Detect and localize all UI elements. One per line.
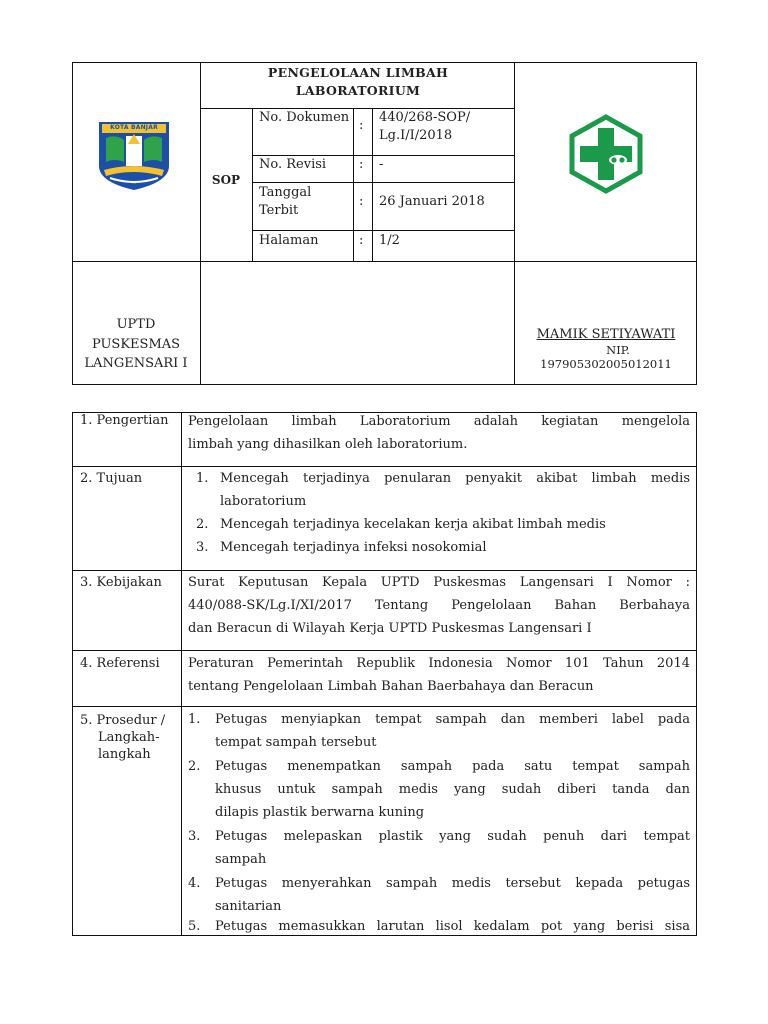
prosedur-item-text: Petugas menyiapkan tempat sampah dan memberi label pada bbox=[215, 712, 690, 727]
document-title: PENGELOLAAN LIMBAH LABORATORIUM bbox=[267, 65, 449, 99]
page-label: Halaman bbox=[259, 233, 319, 248]
tujuan-item-number: 3. bbox=[196, 540, 209, 555]
section-label-referensi: 4. Referensi bbox=[80, 656, 160, 671]
prosedur-item-text: khusus untuk sampah medis yang sudah diberi tanda dan bbox=[215, 782, 690, 797]
tujuan-item-number: 1. bbox=[196, 471, 209, 486]
referensi-line-1: Peraturan Pemerintah Republik Indonesia Nomor 101 Tahun 2014 bbox=[188, 656, 690, 671]
kebijakan-line-3: dan Beracun di Wilayah Kerja UPTD Puskesmas Langensari I bbox=[188, 621, 592, 636]
institution-name: UPTD PUSKESMAS LANGENSARI I bbox=[84, 317, 188, 371]
prosedur-item bbox=[188, 872, 690, 918]
prosedur-item-text: tempat sampah tersebut bbox=[215, 735, 377, 750]
kebijakan-line-2: 440/088-SK/Lg.I/XI/2017 Tentang Pengelolaan Bahan Berbahaya bbox=[188, 598, 690, 613]
crest-bottom-text: ... bbox=[131, 180, 137, 186]
prosedur-item bbox=[188, 708, 690, 754]
tujuan-item-text: laboratorium bbox=[220, 494, 307, 509]
revision-colon: : bbox=[359, 157, 364, 172]
prosedur-item bbox=[188, 915, 690, 938]
prosedur-item-text: Petugas memasukkan larutan lisol kedalam pot yang berisi sisa bbox=[215, 919, 690, 934]
section-label-pengertian: 1. Pengertian bbox=[80, 413, 169, 428]
crest-top-text: KOTA BANJAR bbox=[110, 124, 158, 131]
tujuan-item-number: 2. bbox=[196, 517, 209, 532]
prosedur-item-number: 4. bbox=[188, 876, 201, 891]
prosedur-item-number: 5. bbox=[188, 919, 201, 934]
section-label-tujuan: 2. Tujuan bbox=[80, 471, 143, 486]
prosedur-item bbox=[188, 755, 690, 824]
doc-number-value: 440/268-SOP/ Lg.I/I/2018 bbox=[379, 110, 471, 143]
prosedur-item-text: Petugas melepaskan plastik yang sudah penuh dari tempat bbox=[215, 829, 690, 844]
issue-date-colon: : bbox=[359, 194, 364, 209]
section-label-kebijakan: 3. Kebijakan bbox=[80, 575, 162, 590]
doc-number-label: No. Dokumen bbox=[259, 110, 350, 125]
doc-number-colon: : bbox=[359, 118, 364, 133]
prosedur-item-number: 3. bbox=[188, 829, 201, 844]
prosedur-item-text: Petugas menempatkan sampah pada satu tempat sampah bbox=[215, 759, 690, 774]
tujuan-item bbox=[196, 536, 690, 559]
green-cross-hexagon-icon bbox=[568, 114, 644, 194]
kebijakan-line-1: Surat Keputusan Kepala UPTD Puskesmas Langensari I Nomor : bbox=[188, 575, 690, 590]
signatory-name: MAMIK SETIYAWATI bbox=[536, 327, 676, 342]
tujuan-item-text: Mencegah terjadinya penularan penyakit akibat limbah medis bbox=[220, 471, 690, 486]
revision-value: - bbox=[379, 157, 384, 172]
nip-label: NIP. bbox=[606, 343, 630, 357]
pengertian-line-2: limbah yang dihasilkan oleh laboratorium. bbox=[188, 437, 468, 452]
prosedur-item-number: 1. bbox=[188, 712, 201, 727]
page-colon: : bbox=[359, 233, 364, 248]
pengertian-line-1: Pengelolaan limbah Laboratorium adalah kegiatan mengelola bbox=[188, 414, 690, 429]
prosedur-item-text: sampah bbox=[215, 852, 267, 867]
prosedur-item-number: 2. bbox=[188, 759, 201, 774]
nip-number: 197905302005012011 bbox=[540, 357, 672, 371]
page-value: 1/2 bbox=[379, 233, 400, 248]
issue-date-value: 26 Januari 2018 bbox=[379, 194, 485, 209]
revision-label: No. Revisi bbox=[259, 157, 327, 172]
prosedur-item-text: Petugas menyerahkan sampah medis tersebut kepada petugas bbox=[215, 876, 690, 891]
tujuan-item-text: Mencegah terjadinya kecelakan kerja akibat limbah medis bbox=[220, 517, 606, 532]
referensi-line-2: tentang Pengelolaan Limbah Bahan Baerbahaya dan Beracun bbox=[188, 679, 594, 694]
sop-label: SOP bbox=[211, 173, 241, 187]
prosedur-item-text: dilapis plastik berwarna kuning bbox=[215, 805, 425, 820]
crest-logo bbox=[96, 116, 172, 192]
puskesmas-logo bbox=[568, 114, 644, 194]
tujuan-item bbox=[196, 513, 690, 536]
tujuan-item-text: Mencegah terjadinya infeksi nosokomial bbox=[220, 540, 487, 555]
prosedur-item bbox=[188, 825, 690, 871]
prosedur-item-text: sanitarian bbox=[215, 899, 282, 914]
tujuan-item bbox=[196, 467, 690, 513]
section-label-prosedur: 5. Prosedur / Langkah-langkah bbox=[80, 713, 166, 762]
issue-date-label: Tanggal Terbit bbox=[259, 185, 312, 218]
